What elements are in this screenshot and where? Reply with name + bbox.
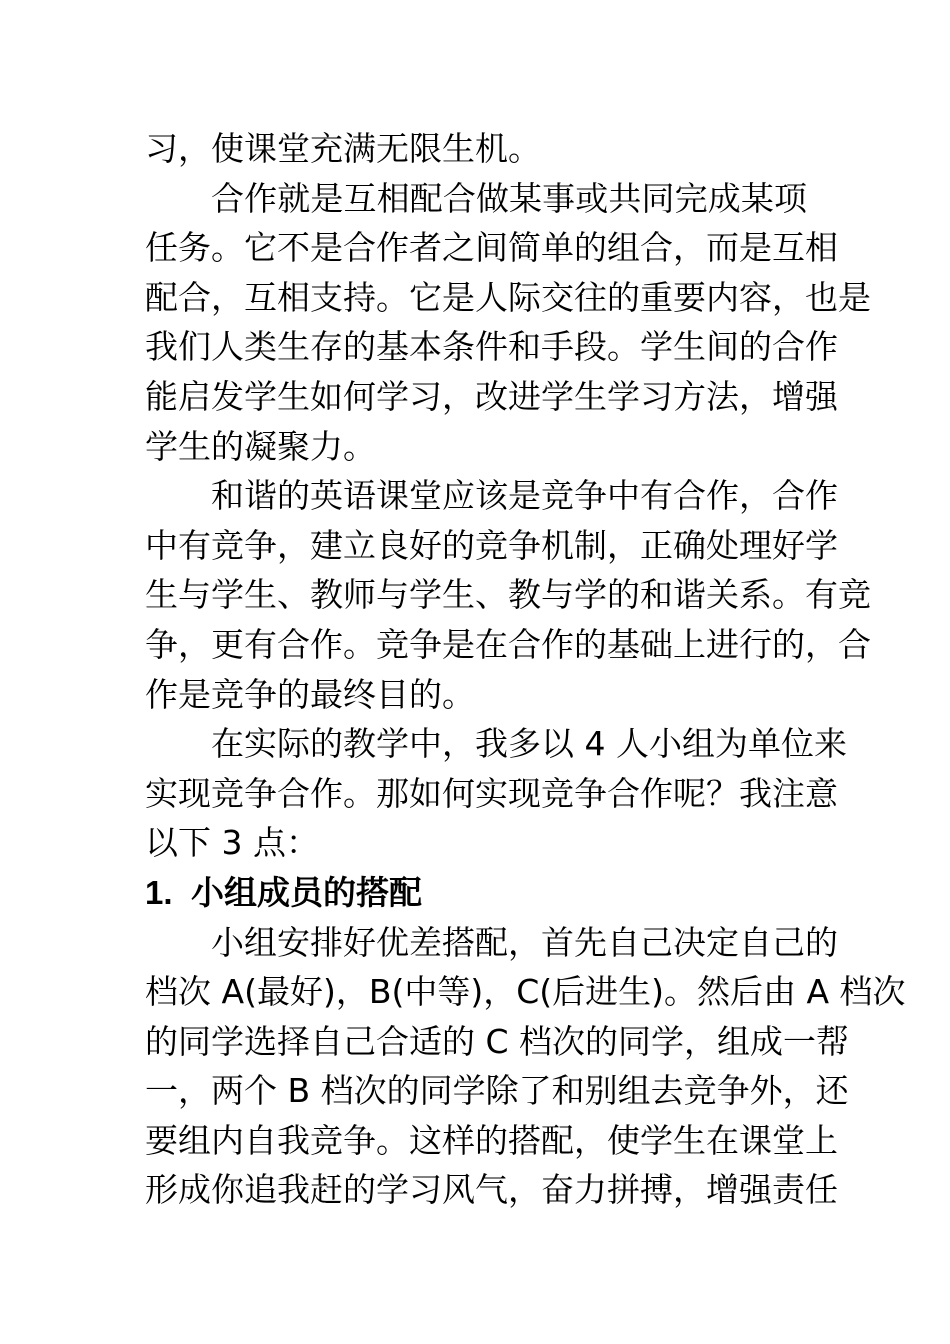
paragraph-line: 中有竞争，建立良好的竞争机制，正确处理好学	[145, 525, 838, 565]
paragraph-line: 形成你追我赶的学习风气，奋力拼搏，增强责任	[145, 1170, 838, 1210]
paragraph-line: 我们人类生存的基本条件和手段。学生间的合作	[145, 327, 838, 367]
paragraph-line: 档次 A(最好)，B(中等)，C(后进生)。然后由 A 档次	[145, 972, 906, 1012]
paragraph-line: 和谐的英语课堂应该是竞争中有合作，合作	[211, 476, 838, 516]
paragraph-line: 任务。它不是合作者之间简单的组合，而是互相	[145, 228, 838, 268]
paragraph-practice	[145, 719, 847, 868]
paragraph-line: 习，使课堂充满无限生机。	[145, 129, 541, 168]
paragraph-line: 实现竞争合作。那如何实现竞争合作呢？我注意	[145, 773, 838, 813]
paragraph-line: 争，更有合作。竞争是在合作的基础上进行的，合	[145, 624, 871, 664]
paragraph-line: 要组内自我竞争。这样的搭配，使学生在课堂上	[145, 1120, 838, 1160]
paragraph-line: 生与学生、教师与学生、教与学的和谐关系。有竞	[145, 575, 871, 615]
paragraph-harmony	[145, 471, 871, 719]
document-page	[145, 124, 906, 1215]
paragraph-grouping	[145, 918, 906, 1216]
paragraph-line: 配合，互相支持。它是人际交往的重要内容，也是	[145, 277, 871, 317]
paragraph-line: 一，两个 B 档次的同学除了和别组去竞争外，还	[145, 1071, 849, 1111]
paragraph-line: 学生的凝聚力。	[145, 426, 376, 466]
paragraph-line: 小组安排好优差搭配，首先自己决定自己的	[211, 922, 838, 962]
paragraph-line: 以下 3 点：	[145, 823, 319, 863]
paragraph-cooperation	[145, 174, 871, 472]
section-number: 1.	[145, 873, 173, 911]
paragraph-line: 的同学选择自己合适的 C 档次的同学，组成一帮	[145, 1021, 850, 1061]
section-heading	[145, 868, 807, 918]
paragraph-line: 作是竞争的最终目的。	[145, 674, 475, 714]
section-title: 小组成员的搭配	[191, 872, 422, 912]
paragraph-line: 合作就是互相配合做某事或共同完成某项	[211, 178, 807, 218]
paragraph-line: 能启发学生如何学习，改进学生学习方法，增强	[145, 376, 838, 416]
paragraph-line: 在实际的教学中，我多以 4 人小组为单位来	[211, 724, 847, 764]
